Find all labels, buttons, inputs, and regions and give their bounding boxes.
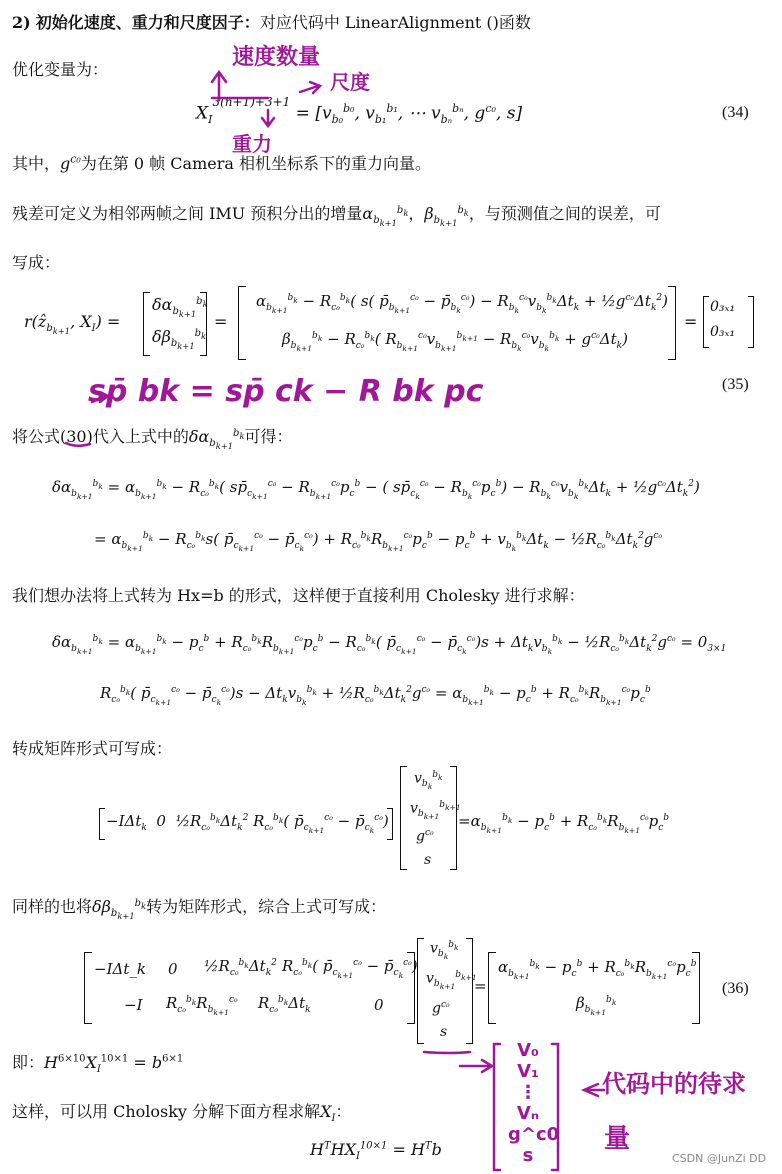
eq36-row1-c4: $R_{c_0}^{b_k}$( $p̄_{c_{k+1}}^{c_0}$ − $p̄_{c_k}^{c_0}$)	[282, 957, 418, 980]
eq36-vec-0: $v_{b_k}^{b_k}$	[430, 940, 459, 962]
eq35-delta-alpha: $\delta\alpha_{b_{k+1}}^{b_k}$	[152, 295, 208, 320]
hand-vec-2: ⋮	[519, 1082, 537, 1103]
eq35-equals: =	[214, 312, 228, 331]
gravity-definition-text: 其中，$g^{c_0}$为在第 0 帧 Camera 相机坐标系下的重力向量。	[12, 152, 431, 173]
eq35-zero-bottom: 0₃ₓ₁	[710, 324, 736, 340]
handwritten-scale: 尺度	[330, 70, 370, 94]
eq36-rhs1: $\alpha_{b_{k+1}}^{b_k} - p_c^b + R_{c_0}^{b_k}R_{b_{k+1}}^{c_0}p_c^b$	[498, 958, 697, 981]
hx-b-equation-2: $R_{c_0}^{b_k}$( $p̄_{c_{k+1}}^{c_0}$ − $p̄_{c_k}^{c_0})s - \Delta t_kv_{b_k}^{b_k}$ + $\frac{1}{2}R_{c_0}^{b_k}\Delta t_k^2g^{c_0} = \alpha_{b_{k+1}}^{b_k} - p_c^b + R_{c_0}^{b_k}R_{b_{k+1}}^{c_0}p_c^b$	[100, 684, 651, 707]
underline-s	[424, 1052, 470, 1053]
eqm1-vec-2: $g^{c_0}$	[416, 828, 434, 845]
eq36-row2-c4: 0	[374, 996, 384, 1014]
hand-bracket-left	[494, 1044, 500, 1170]
eq36-row1-c3: $\frac{1}{2}R_{c_0}^{b_k}\Delta t_k^2$	[204, 957, 277, 978]
eq35-zero-top: 0₃ₓ₁	[710, 299, 736, 315]
arrow-relation	[92, 392, 108, 402]
section-title: 初始化速度、重力和尺度因子：	[35, 13, 260, 32]
hand-vec-0: V₀	[517, 1040, 539, 1061]
handwritten-gravity: 重力	[232, 132, 272, 156]
eq36-row2-c3: $R_{c_0}^{b_k}\Delta t_k$	[258, 994, 311, 1015]
substitution-text: 将公式(30)代入上式中的$\delta\alpha_{b_{k+1}}^{b_k}$可得：	[12, 427, 293, 452]
handwritten-relation: sp̄ bk = sp̄ ck − R bk pc	[88, 374, 484, 409]
eq36-vec-2: $g^{c_0}$	[432, 1000, 450, 1017]
csdn-watermark: CSDN @JunZi DD	[672, 1152, 767, 1165]
residual-definition-line1: 残差可定义为相邻两帧之间 IMU 预积分出的增量$\alpha_{b_{k+1}}^{b_k}$，$\beta_{b_{k+1}}^{b_k}$，与预测值之间的误差，可	[12, 204, 661, 229]
hand-vec-5: s	[522, 1145, 534, 1166]
eq36-row2-c1: −I	[124, 996, 143, 1014]
eq36-vec-1: $v_{b_{k+1}}^{b_{k+1}}$	[426, 970, 477, 992]
eq35-row1: $\alpha_{b_{k+1}}^{b_k} - R_{c_0}^{b_k}$( s( $p̄_{b_{k+1}}^{c_0}$ − $p̄_{b_k}^{c_0}) - R_{b_k}^{c_0}v_{b_k}^{b_k}\Delta t_k$ + $\frac{1}{2}g^{c_0}\Delta t_k^2$)	[256, 292, 668, 315]
arrow-vector	[460, 1060, 492, 1072]
eqm1-vec-0: $v_{b_k}^{b_k}$	[414, 770, 443, 792]
hand-vec-3: Vₙ	[516, 1103, 540, 1124]
arrow-up-speed	[212, 72, 226, 100]
hand-vec-4: g^c0	[508, 1124, 560, 1145]
eqm1-row: −IΔt$_k$ 0 $\frac{1}{2}R_{c_0}^{b_k}\Delta t_k^2$ $R_{c_0}^{b_k}$( $p̄_{c_{k+1}}^{c_0}$ − $p̄_{c_k}^{c_0}$)	[106, 812, 389, 835]
equation-36-number: (36)	[722, 980, 749, 997]
eq35-equals-2: =	[684, 312, 698, 331]
eqm1-vec-3: s	[424, 852, 432, 868]
equation-35-number: (35)	[722, 376, 749, 393]
substitution-equation-2: = $\alpha_{b_{k+1}}^{b_k} - R_{c_0}^{b_k}s$( $p̄_{c_{k+1}}^{c_0}$ − $p̄_{c_k}^{c_0}) + R_{c_0}^{b_k}R_{b_{k+1}}^{c_0}p_c^b - p_c^b + v_{b_k}^{b_k}\Delta t_k$ − $\frac{1}{2}R_{c_0}^{b_k}\Delta t_k^2g^{c_0}$	[94, 530, 663, 553]
eq36-row2-c2: $R_{c_0}^{b_k}R_{b_{k+1}}^{c_0}$	[166, 994, 238, 1017]
underline-30	[66, 443, 90, 446]
eq36-row1-c1: −IΔt_k	[94, 960, 146, 978]
eq36-vec-3: s	[440, 1024, 448, 1040]
eqm1-vec-1: $v_{b_{k+1}}^{b_{k+1}}$	[410, 800, 461, 822]
eq36-rhs2: $\beta_{b_{k+1}}^{b_k}$	[576, 994, 617, 1017]
handwritten-code-note: 代码中的待求	[602, 1070, 746, 1098]
handwritten-speed-count: 速度数量	[232, 45, 321, 70]
eq36-row1-c2: 0	[168, 960, 178, 978]
matrix-form-text: 转成矩阵形式可写成：	[12, 739, 173, 758]
equation-34: $X_I^{3(n+1)+3+1} = [v_{b_0}^{b_0}$, $v_{b_1}^{b_1}$, ⋯ $v_{b_n}^{b_n}$, $g^{c_0}$, s]	[196, 95, 523, 127]
section-number: 2)	[12, 13, 31, 32]
eqm1-rhs: $=\alpha_{b_{k+1}}^{b_k} - p_c^b + R_{c_0}^{b_k}R_{b_{k+1}}^{c_0}p_c^b$	[458, 812, 670, 835]
same-beta-text: 同样的也将$\delta\beta_{b_{k+1}}^{b_k}$转为矩阵形式，综合上式可写成：	[12, 897, 387, 922]
substitution-equation-1: $\delta\alpha_{b_{k+1}}^{b_k} = \alpha_{b_{k+1}}^{b_k} - R_{c_0}^{b_k}$( $sp̄_{c_{k+1}}^{c_0} - R_{b_{k+1}}^{c_0}p_c^b$ − ( $sp̄_{c_k}^{c_0} - R_{b_k}^{c_0}p_c^b) - R_{b_k}^{c_0}v_{b_k}^{b_k}\Delta t_k$ + $\frac{1}{2}g^{c_0}\Delta t_k^2$)	[52, 478, 700, 501]
arrow-code	[584, 1084, 604, 1096]
equation-35-lhs: r(ẑ$_{b_{k+1}}$, $X_I$) =	[24, 312, 121, 337]
arrow-gravity	[262, 110, 274, 126]
final-equation: $H^THX_I^{10\times 1} = H^Tb$	[310, 1140, 442, 1163]
hx-b-equation-1: $\delta\alpha_{b_{k+1}}^{b_k} = \alpha_{b_{k+1}}^{b_k} - p_c^b + R_{c_0}^{b_k}R_{b_{k+1}}^{c_0}p_c^b - R_{c_0}^{b_k}$( $p̄_{c_{k+1}}^{c_0}$ − $p̄_{c_k}^{c_0})s + \Delta t_kv_{b_k}^{b_k}$ − $\frac{1}{2}R_{c_0}^{b_k}\Delta t_k^2g^{c_0} = 0_{3\times 1}$	[52, 633, 727, 656]
hand-vec-1: V₁	[517, 1061, 539, 1082]
optimization-variable-text: 优化变量为：	[12, 60, 109, 79]
section-title-rest: 对应代码中 LinearAlignment ()函数	[259, 13, 531, 32]
handwritten-code-note-2: 量	[604, 1124, 631, 1154]
ie-text: 即：$H^{6\times 10}X_I^{10\times 1} = b^{6\times 1}$	[12, 1053, 184, 1076]
hand-bracket-right	[552, 1044, 558, 1170]
eq36-equals: =	[474, 977, 487, 995]
equation-34-number: (34)	[722, 104, 749, 121]
residual-definition-line2: 写成：	[12, 253, 61, 272]
cholesky-text: 这样，可以用 Cholosky 分解下面方程求解$X_I$：	[12, 1102, 352, 1125]
eq35-delta-beta: $\delta\beta_{b_{k+1}}^{b_k}$	[152, 327, 207, 352]
arrow-scale	[300, 82, 320, 93]
eq35-row2: $\beta_{b_{k+1}}^{b_k} - R_{c_0}^{b_k}$( $R_{b_{k+1}}^{c_0}v_{b_{k+1}}^{b_{k+1}} - R_{b_k}^{c_0}v_{b_k}^{b_k} + g^{c_0}\Delta t_k$)	[282, 330, 628, 353]
hx-b-text: 我们想办法将上式转为 Hx=b 的形式，这样便于直接利用 Cholesky 进行求解：	[12, 586, 585, 605]
